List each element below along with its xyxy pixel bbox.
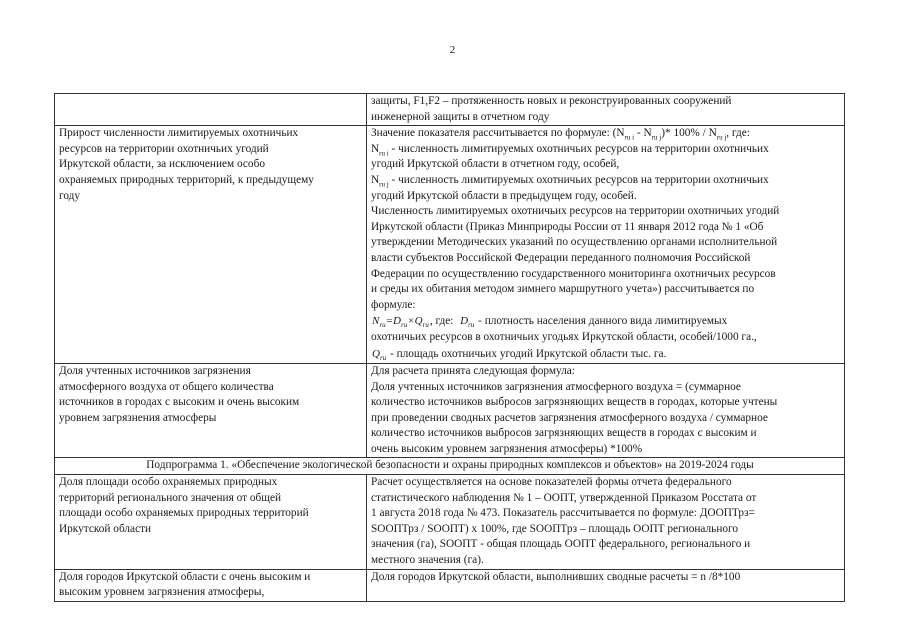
- subprogram-header: [55, 458, 845, 475]
- text-line: очень высоким уровнем загрязнения атмосферы) *100%: [371, 442, 643, 455]
- text-line: Доля площади особо охраняемых природных: [59, 476, 278, 489]
- text-line: местного значения (га).: [371, 554, 484, 567]
- formula-image: $Q_{ru}$: [372, 347, 387, 363]
- subprogram-title: Подпрограмма 1. «Обеспечение экологической безопасности и охраны природных комплексов и объектов» на 2019-2024 годы: [146, 459, 754, 472]
- text-line: году: [59, 189, 81, 202]
- definition-line: $N_{ru j}$ - численность лимитируемых охотничьих ресурсов на территории охотничьих: [371, 173, 769, 189]
- indicator-name-cell: [55, 569, 367, 601]
- text-line: охраняемых природных территорий, к предыдущему: [59, 173, 314, 186]
- text-line: атмосферного воздуха от общего количества: [59, 380, 274, 393]
- text-line: площади особо охраняемых природных территорий: [59, 507, 309, 520]
- table-row: [55, 363, 845, 458]
- text-line: Доля учтенных источников загрязнения: [59, 364, 251, 377]
- text-line: высоким уровнем загрязнения атмосферы,: [59, 586, 265, 599]
- indicator-method-cell: [367, 475, 845, 570]
- text-line: инженерной защиты в отчетном году: [371, 110, 550, 123]
- text-line: Доля городов Иркутской области с очень высоким и: [59, 570, 311, 583]
- text-line: Численность лимитируемых охотничьих ресурсов на территории охотничьих угодий: [371, 205, 780, 218]
- formula-line: $Q_{ru}$ - площадь охотничьих угодий Иркутской области тыс. га.: [372, 347, 667, 363]
- text-line: власти субъектов Российской Федерации переданного полномочия Российской: [371, 251, 751, 264]
- text-line: уровнем загрязнения атмосферы: [59, 411, 217, 424]
- page-number: 2: [449, 44, 456, 56]
- text-line: Доля учтенных источников загрязнения атмосферного воздуха = (суммарное: [371, 380, 741, 393]
- text-line: формуле:: [371, 298, 416, 311]
- text-line: Расчет осуществляется на основе показателей формы отчета федерального: [371, 476, 732, 489]
- text-line: Доля городов Иркутской области, выполнивших сводные расчеты = n /8*100: [371, 570, 741, 583]
- text-line: Федерации по осуществлению государственного мониторинга охотничьих ресурсов: [371, 267, 776, 280]
- table-row: [55, 94, 845, 126]
- text-line: источников в городах с высоким и очень высоким: [59, 396, 300, 409]
- text-line: ресурсов на территории охотничьих угодий: [59, 142, 269, 155]
- text-line: охотничьих ресурсов в охотничьих угодьях Иркутской области, особей/1000 га.,: [371, 331, 757, 344]
- indicator-name-cell: [55, 363, 367, 458]
- text-line: Иркутской области (Приказ Минприроды России от 11 января 2012 года № 1 «Об: [371, 220, 764, 233]
- formula-line: $N_{ru}=D_{ru}\times Q_{ru}$, где: $D_{ru}$ - плотность населения данного вида лимитируемых: [372, 315, 728, 330]
- indicator-name-cell: [55, 475, 367, 570]
- text-line: статистического наблюдения № 1 – ООПТ, утвержденной Приказом Росстата от: [371, 491, 757, 504]
- text-line: 1 августа 2018 года № 473. Показатель рассчитывается по формуле: ДООПТрз=: [371, 507, 755, 520]
- definition-line: $N_{ru i}$ - численность лимитируемых охотничьих ресурсов на территории охотничьих: [371, 142, 769, 158]
- formula-image: $N_{ru}=D_{ru}\times Q_{ru}$: [372, 315, 429, 330]
- text-line: и среды их обитания методом зимнего маршрутного учета») рассчитывается по: [371, 283, 755, 296]
- text-line: утверждении Методических указаний по осуществлению органами исполнительной: [371, 236, 778, 249]
- text-line: Иркутской области, за исключением особо: [59, 158, 265, 171]
- text-line: количество источников выбросов загрязняющих веществ в городах, которые учтены: [371, 396, 778, 409]
- table-row: [55, 569, 845, 601]
- table-row: [55, 126, 845, 364]
- text-line: SООПТрз / SООПТ) х 100%, где SООПТрз – площадь ООПТ регионального: [371, 522, 739, 535]
- indicator-method-cell: [367, 126, 845, 364]
- indicator-table: [54, 93, 845, 602]
- text-line: угодий Иркутской области в предыдущем году, особей.: [371, 189, 637, 202]
- text-line: защиты, F1,F2 – протяженность новых и реконструированных сооружений: [371, 95, 732, 107]
- text-line: при проведении сводных расчетов загрязнения атмосферного воздуха / суммарное: [371, 411, 768, 424]
- formula-image: $D_{ru}$: [460, 315, 475, 330]
- text-line: территорий регионального значения от общей: [59, 491, 282, 504]
- indicator-name-cell: [55, 94, 367, 126]
- table-row: [55, 458, 845, 475]
- text-line: количество источников выбросов загрязняющих веществ в городах с высоким и: [371, 427, 757, 440]
- indicator-name-cell: [55, 126, 367, 364]
- text-line: Прирост численности лимитируемых охотничьих: [59, 127, 299, 140]
- indicator-method-cell: [367, 363, 845, 458]
- indicator-method-cell: [367, 569, 845, 601]
- text-line: Иркутской области: [59, 522, 152, 535]
- formula-line: Значение показателя рассчитывается по формуле: $(N_{ru i} - N_{ru j})*$ $100\% / N_{ru j}$, где:: [371, 127, 750, 142]
- indicator-method-cell: [367, 94, 845, 126]
- text-line: Для расчета принята следующая формула:: [371, 364, 575, 377]
- table-row: [55, 475, 845, 570]
- text-line: значения (га), SООПТ - общая площадь ООПТ федерального, регионального и: [371, 538, 751, 551]
- text-line: угодий Иркутской области в отчетном году, особей,: [371, 158, 620, 171]
